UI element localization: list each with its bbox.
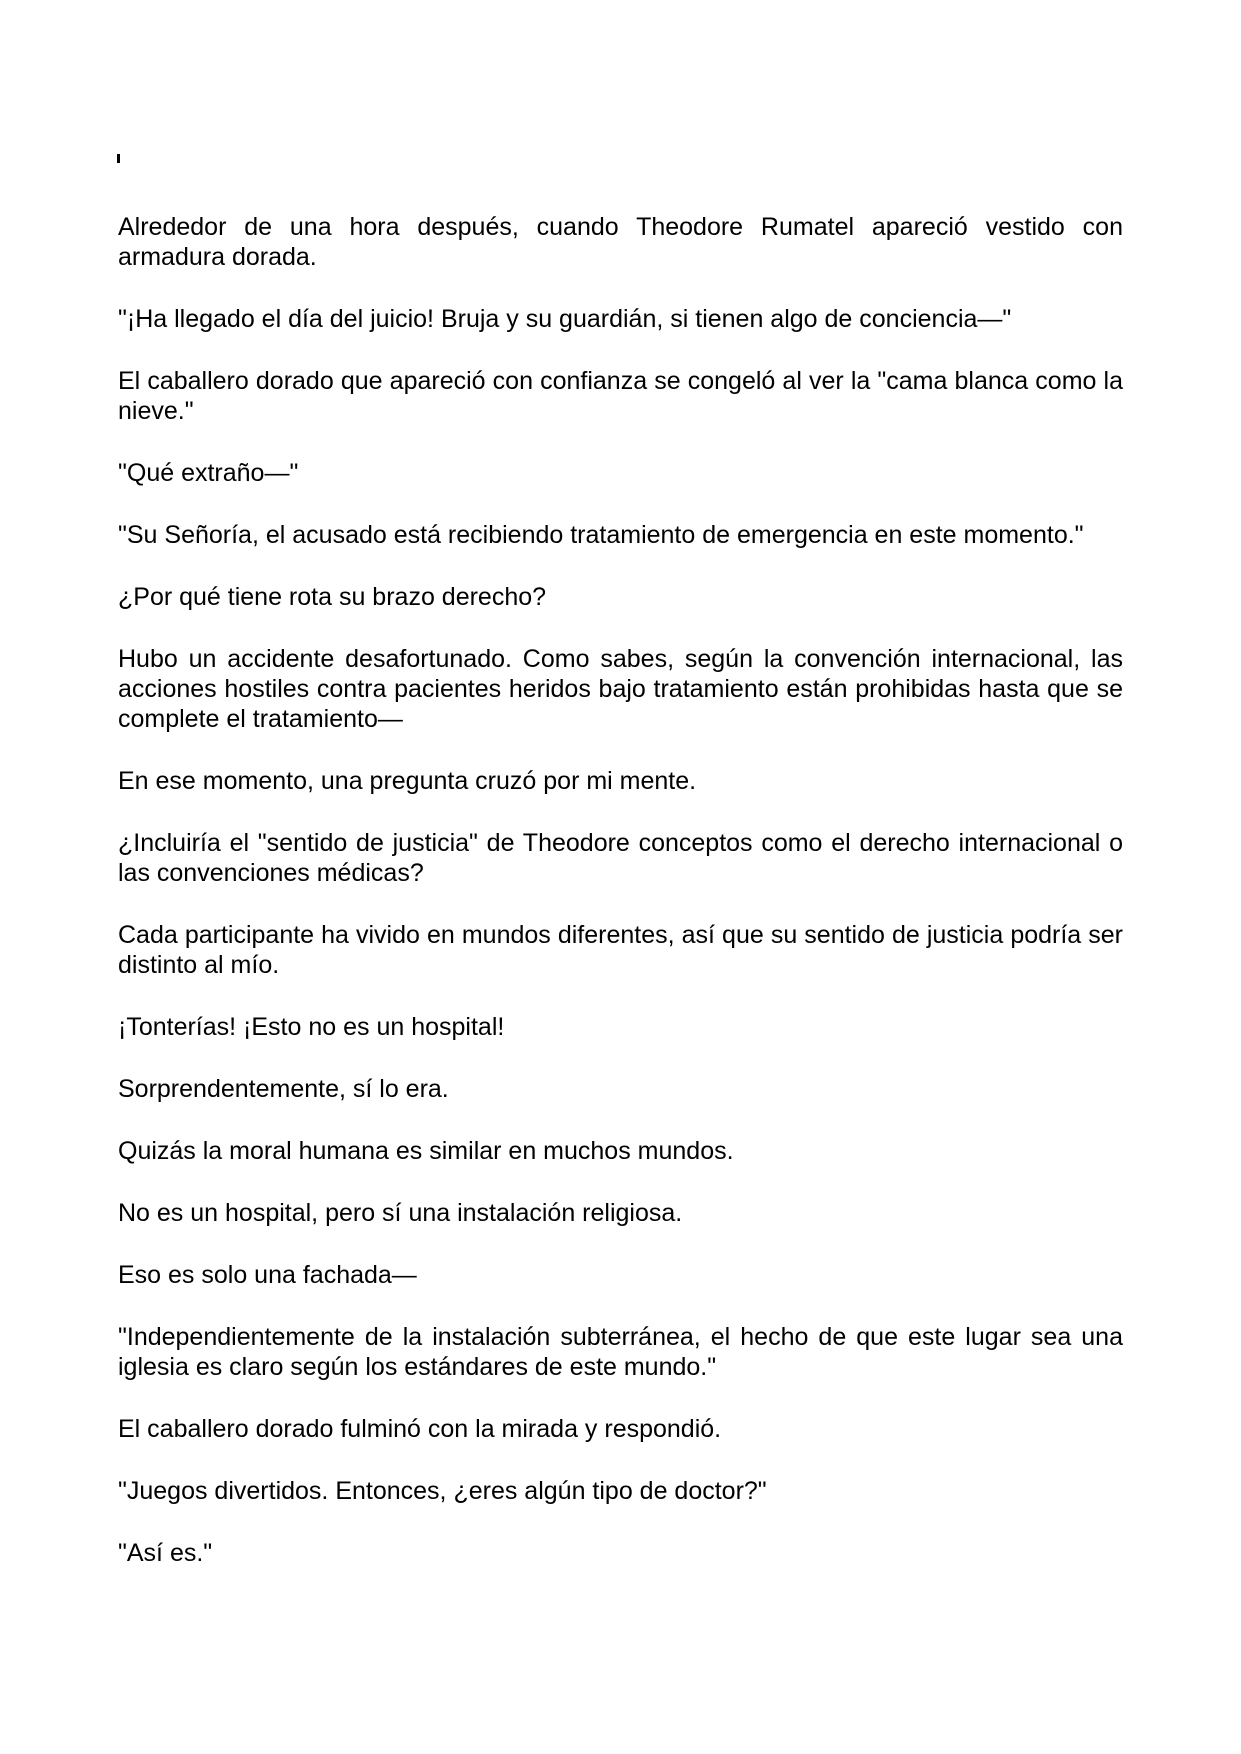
paragraph: ¡Tonterías! ¡Esto no es un hospital! [118,1013,505,1041]
paragraph: Hubo un accidente desafortunado. Como sabes, según la convención internacional, las acciones hostiles contra pacientes heridos bajo tratamiento están prohibidas hasta que se complete el tratamiento— [118,645,1123,733]
paragraph: "Qué extraño—" [118,459,299,487]
paragraph: "Independientemente de la instalación subterránea, el hecho de que este lugar sea una iglesia es claro según los estándares de este mundo." [118,1323,1123,1381]
paragraph: El caballero dorado que apareció con confianza se congeló al ver la "cama blanca como la nieve." [118,367,1123,425]
paragraph: "Su Señoría, el acusado está recibiendo tratamiento de emergencia en este momento." [118,521,1084,549]
paragraph: ¿Por qué tiene rota su brazo derecho? [118,583,547,611]
paragraph: "Juegos divertidos. Entonces, ¿eres algún tipo de doctor?" [118,1477,767,1505]
stray-mark [117,154,120,163]
paragraph: Quizás la moral humana es similar en muchos mundos. [118,1137,734,1165]
paragraph: Eso es solo una fachada— [118,1261,417,1289]
paragraph: ¿Incluiría el "sentido de justicia" de Theodore conceptos como el derecho internacional o las convenciones médicas? [118,829,1123,887]
paragraph: "¡Ha llegado el día del juicio! Bruja y su guardián, si tienen algo de conciencia—" [118,305,1012,333]
paragraph: No es un hospital, pero sí una instalación religiosa. [118,1199,683,1227]
paragraph: Alrededor de una hora después, cuando Theodore Rumatel apareció vestido con armadura dorada. [118,213,1123,271]
paragraph: Cada participante ha vivido en mundos diferentes, así que su sentido de justicia podría ser distinto al mío. [118,921,1123,979]
paragraph: En ese momento, una pregunta cruzó por mi mente. [118,767,697,795]
document-body [118,212,1123,1600]
paragraph: Sorprendentemente, sí lo era. [118,1075,449,1103]
paragraph: El caballero dorado fulminó con la mirada y respondió. [118,1415,722,1443]
paragraph: "Así es." [118,1539,213,1567]
